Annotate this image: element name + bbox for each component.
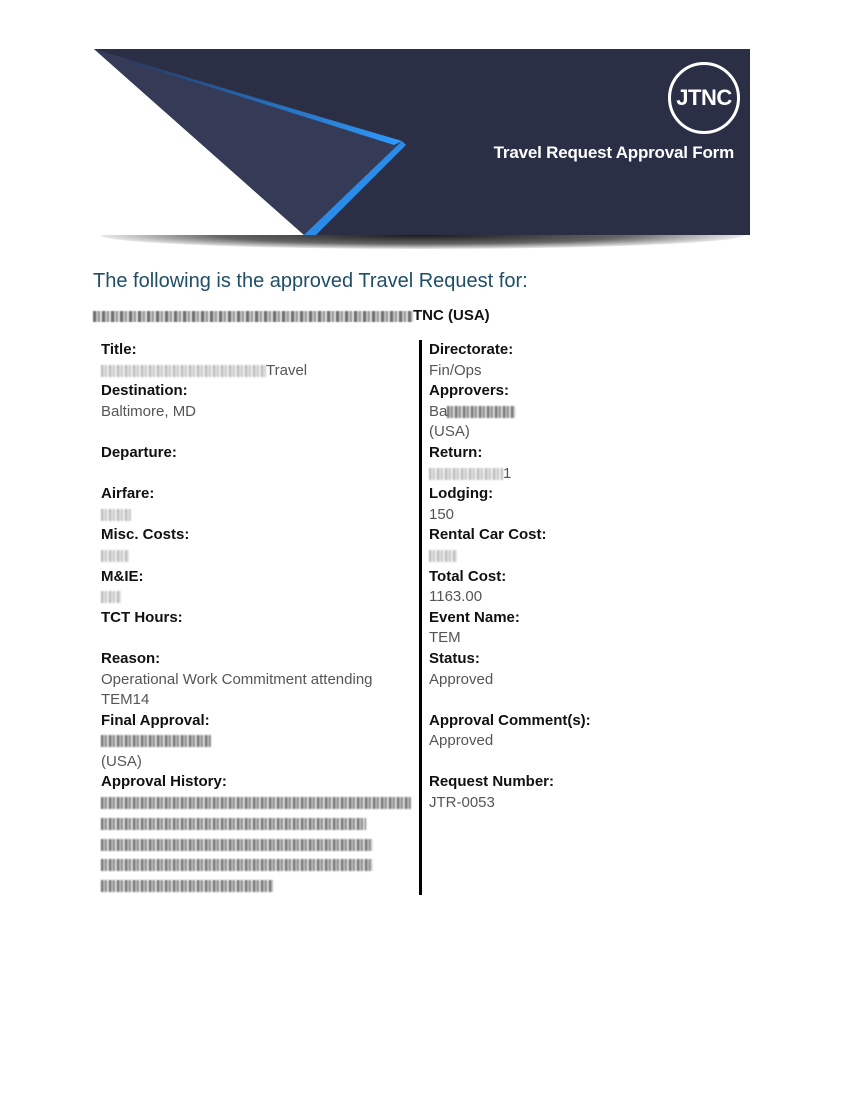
status-label: Status: <box>429 649 480 667</box>
rental-car-cost-value <box>429 546 739 567</box>
return-label: Return: <box>429 443 483 461</box>
airfare-value <box>101 505 411 526</box>
approval-history-label: Approval History: <box>101 773 227 791</box>
title-label: Title: <box>101 341 137 358</box>
redacted-rental-car-cost <box>429 550 457 562</box>
destination-label: Destination: <box>101 382 188 400</box>
departure-label: Departure: <box>101 443 177 461</box>
left-column <box>101 340 411 896</box>
mie-label: M&IE: <box>101 567 144 585</box>
banner-graphic <box>94 49 750 235</box>
return-value-text: 1 <box>503 464 512 482</box>
approval-comments-label: Approval Comment(s): <box>429 711 591 729</box>
redacted-history-line <box>101 839 373 851</box>
approvers-value <box>429 402 739 423</box>
reason-value: Operational Work Commitment attending TEM14 <box>101 670 373 709</box>
airfare-label: Airfare: <box>101 485 155 503</box>
event-name-value: TEM <box>429 629 461 647</box>
event-name-label: Event Name: <box>429 608 520 626</box>
approvers-value-prefix: Ba <box>429 402 448 420</box>
request-number-label: Request Number: <box>429 773 555 791</box>
approval-history-value <box>101 793 411 896</box>
right-column <box>429 340 739 814</box>
approvers-label: Approvers: <box>429 382 510 400</box>
total-cost-value: 1163.00 <box>429 588 483 606</box>
approvers-org: (USA) <box>429 423 470 441</box>
mie-value <box>101 587 411 608</box>
form-title: Travel Request Approval Form <box>493 143 734 162</box>
tct-hours-label: TCT Hours: <box>101 608 183 626</box>
column-divider <box>419 340 422 895</box>
status-value: Approved <box>429 670 494 688</box>
intro-heading: The following is the approved Travel Request for: <box>93 270 528 292</box>
redacted-history-line <box>101 880 273 892</box>
departure-value <box>101 464 411 485</box>
final-approval-value <box>101 731 411 752</box>
return-value <box>429 464 739 485</box>
approval-comments-value: Approved <box>429 732 494 750</box>
directorate-value: Fin/Ops <box>429 361 482 379</box>
title-value <box>101 361 411 382</box>
total-cost-label: Total Cost: <box>429 567 507 585</box>
redacted-history-line <box>101 818 366 830</box>
requestor-org: TNC (USA) <box>413 307 490 324</box>
requestor-line <box>93 307 490 324</box>
final-approval-org: (USA) <box>101 752 142 770</box>
redacted-title <box>101 365 266 377</box>
destination-value: Baltimore, MD <box>101 402 197 420</box>
redacted-final-approver <box>101 735 211 747</box>
reason-label: Reason: <box>101 649 161 667</box>
directorate-label: Directorate: <box>429 341 514 358</box>
final-approval-label: Final Approval: <box>101 711 210 729</box>
banner-shadow <box>100 235 744 249</box>
jtnc-logo: JTNC <box>668 62 740 134</box>
redacted-misc-costs <box>101 550 129 562</box>
redacted-approver <box>447 406 515 418</box>
request-number-value: JTR-0053 <box>429 794 495 812</box>
misc-costs-value <box>101 546 411 567</box>
lodging-label: Lodging: <box>429 485 494 503</box>
redacted-requestor-name <box>93 311 413 322</box>
redacted-mie <box>101 591 121 603</box>
tct-hours-value <box>101 628 411 649</box>
header-banner <box>94 49 750 235</box>
misc-costs-label: Misc. Costs: <box>101 526 190 544</box>
redacted-history-line <box>101 797 411 809</box>
rental-car-cost-label: Rental Car Cost: <box>429 526 547 544</box>
redacted-airfare <box>101 509 131 521</box>
lodging-value: 150 <box>429 505 455 523</box>
redacted-return-date <box>429 468 503 480</box>
title-value-text: Travel <box>266 361 308 379</box>
redacted-history-line <box>101 859 373 871</box>
